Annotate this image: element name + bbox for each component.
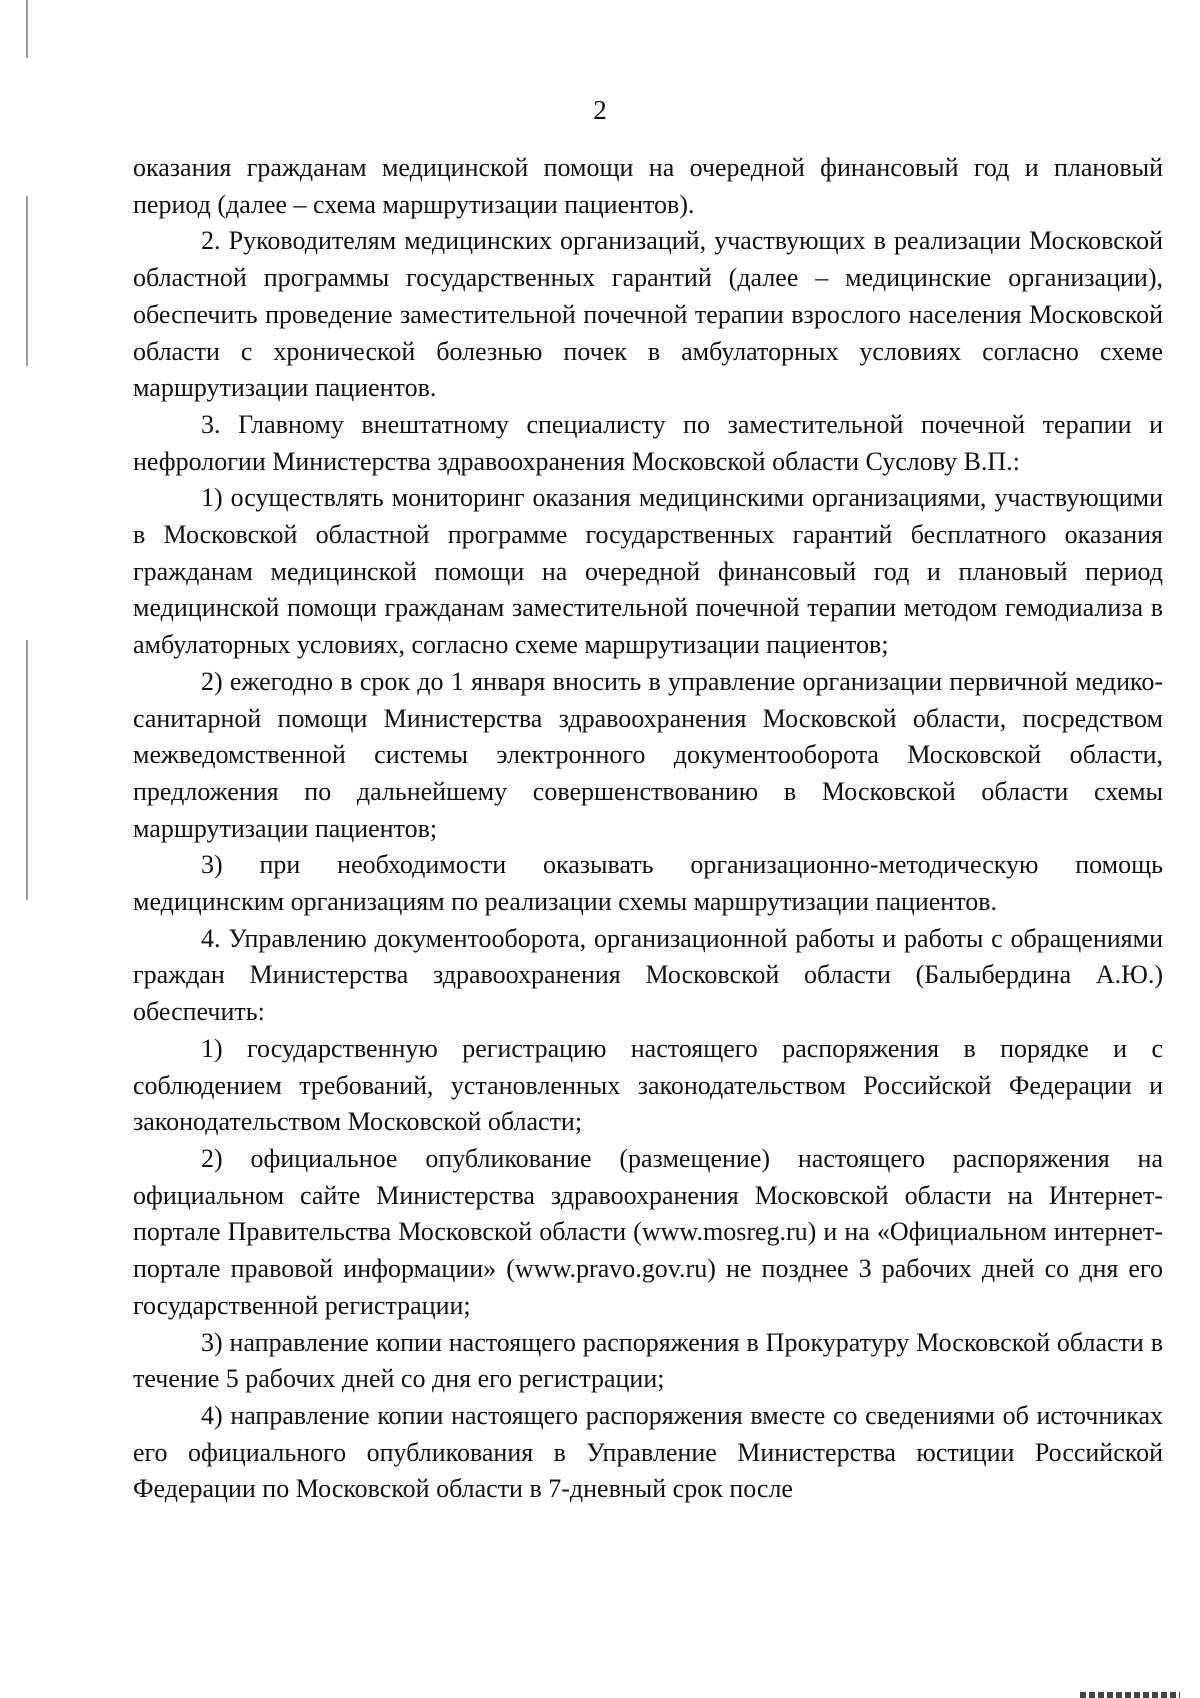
paragraph-2: 2. Руководителям медицинских организаций, участвующих в реализации Московской областной программы государственных гарантий (далее – медицинские организации), обеспечить проведение заместительной почечной терапии взрослого населения Московской области с хронической болезнью почек в амбулаторных условиях согласно схеме маршрутизации пациентов. [133, 226, 1163, 403]
scan-edge-top [26, 0, 28, 58]
paragraph-3-1: 1) осуществлять мониторинг оказания медицинскими организациями, участвующими в Московской областной программе государственных гарантий бесплатного оказания гражданам медицинской помощи на очередной финансовый год и плановый период медицинской помощи гражданам заместительной почечной терапии методом гемодиализа в амбулаторных условиях, согласно схеме маршрутизации пациентов; [133, 483, 1163, 660]
paragraph-4-2: 2) официальное опубликование (размещение) настоящего распоряжения на официальном сайте Министерства здравоохранения Московской области на Интернет-портале Правительства Московской области (www.mosreg.ru) и на «Официальном интернет-портале правовой информации» (www.pravo.gov.ru) не позднее 3 рабочих дней со дня его государственной регистрации; [133, 1143, 1163, 1320]
paragraph-1: оказания гражданам медицинской помощи на очередной финансовый год и плановый период (далее – схема маршрутизации пациентов). [133, 153, 1163, 219]
scan-footer-mark [1080, 1692, 1180, 1698]
paragraph-4-4: 4) направление копии настоящего распоряжения вместе со сведениями об источниках его официального опубликования в Управление Министерства юстиции Российской Федерации по Московской области в 7-дневный срок после [133, 1400, 1163, 1504]
document-body [133, 150, 1163, 1508]
scan-edge-middle [26, 196, 28, 366]
paragraph-4-1: 1) государственную регистрацию настоящего распоряжения в порядке и с соблюдением требований, установленных законодательством Российской Федерации и законодательством Московской области; [133, 1033, 1163, 1137]
paragraph-4-3: 3) направление копии настоящего распоряжения в Прокуратуру Московской области в течение 5 рабочих дней со дня его регистрации; [133, 1327, 1163, 1394]
page-number: 2 [593, 95, 607, 125]
paragraph-4: 4. Управлению документооборота, организационной работы и работы с обращениями граждан Министерства здравоохранения Московской области (Балыбердина А.Ю.) обеспечить: [133, 923, 1163, 1027]
paragraph-3-2: 2) ежегодно в срок до 1 января вносить в управление организации первичной медико-санитарной помощи Министерства здравоохранения Московской области, посредством межведомственной системы электронного документооборота Московской области, предложения по дальнейшему совершенствованию в Московской области схемы маршрутизации пациентов; [133, 666, 1163, 843]
paragraph-3: 3. Главному внештатному специалисту по заместительной почечной терапии и нефрологии Министерства здравоохранения Московской области Суслову В.П.: [133, 409, 1163, 476]
scan-edge-lower [26, 640, 28, 900]
paragraph-3-3: 3) при необходимости оказывать организационно-методическую помощь медицинским организациям по реализации схемы маршрутизации пациентов. [133, 850, 1163, 917]
